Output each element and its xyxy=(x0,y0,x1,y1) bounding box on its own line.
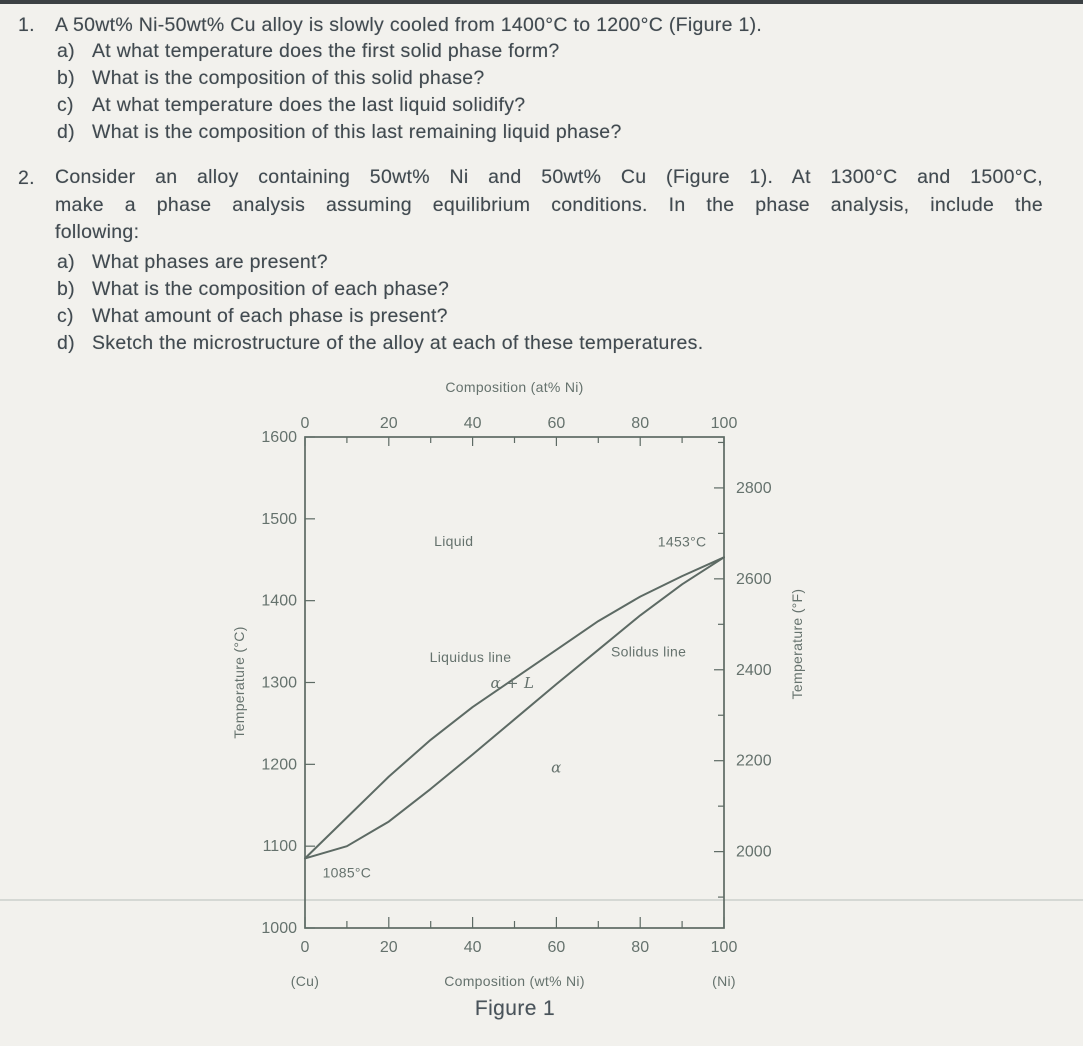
annotation-alpha-plus-liquid-region: α + L xyxy=(490,674,535,693)
question-2-number: 2. xyxy=(18,167,35,189)
annotation-ni-melting-point: 1453°C xyxy=(657,533,707,550)
right-axis-tick-label: 2800 xyxy=(736,479,772,497)
left-axis-tick-label: 1600 xyxy=(261,429,297,446)
question-1-item-d-text: What is the composition of this last remaining liquid phase? xyxy=(92,121,622,143)
left-axis-tick-label: 1000 xyxy=(261,920,297,937)
bottom-axis-title: Composition (wt% Ni) xyxy=(444,973,585,989)
right-axis-tick-label: 2200 xyxy=(736,752,772,770)
top-axis-tick-label: 100 xyxy=(710,415,738,432)
phase-diagram-svg xyxy=(230,372,830,1012)
question-1-item-b-label: b) xyxy=(57,67,75,89)
question-1-number: 1. xyxy=(18,14,35,36)
question-2-line-3: following: xyxy=(55,221,140,244)
question-2-item-b-label: b) xyxy=(57,278,75,300)
bottom-axis-tick-label: 0 xyxy=(300,939,310,956)
top-axis-tick-label: 0 xyxy=(300,415,310,432)
question-2-item-a-text: What phases are present? xyxy=(92,251,328,273)
right-axis-tick-label: 2600 xyxy=(736,570,772,588)
bottom-axis-tick-label: 40 xyxy=(463,939,482,956)
top-axis-tick-label: 60 xyxy=(547,415,566,432)
question-1-item-a-label: a) xyxy=(57,40,75,62)
question-2-item-c-text: What amount of each phase is present? xyxy=(92,305,448,327)
question-1-item-b-text: What is the composition of this solid phase? xyxy=(92,67,485,89)
question-1-text: A 50wt% Ni-50wt% Cu alloy is slowly cooled from 1400°C to 1200°C (Figure 1). xyxy=(55,14,763,36)
top-axis-title: Composition (at% Ni) xyxy=(445,379,584,395)
bottom-axis-tick-label: 100 xyxy=(710,939,738,956)
left-axis-tick-label: 1400 xyxy=(261,592,297,610)
annotation-solidus-label: Solidus line xyxy=(610,643,687,660)
question-1-item-c-text: At what temperature does the last liquid solidify? xyxy=(92,94,526,116)
question-2-item-c-label: c) xyxy=(57,305,74,327)
top-axis-tick-label: 80 xyxy=(631,415,650,432)
scan-top-edge xyxy=(0,0,1083,4)
left-axis-title: Temperature (°C) xyxy=(231,626,247,739)
left-axis-tick-label: 1500 xyxy=(261,510,297,528)
bottom-axis-tick-label: 60 xyxy=(547,939,566,956)
right-axis-tick-label: 2000 xyxy=(736,843,772,861)
figure-caption: Figure 1 xyxy=(474,997,556,1020)
bottom-axis-right-material-label: (Ni) xyxy=(712,973,736,989)
left-axis-tick-label: 1300 xyxy=(261,674,297,692)
right-axis-title: Temperature (°F) xyxy=(789,588,805,700)
left-axis-tick-label: 1200 xyxy=(261,756,297,774)
solidus-curve xyxy=(305,557,724,858)
liquidus-curve xyxy=(305,557,724,858)
question-2-item-d-label: d) xyxy=(57,332,75,354)
bottom-axis-left-material-label: (Cu) xyxy=(290,973,320,989)
annotation-cu-melting-point: 1085°C xyxy=(322,864,372,881)
annotation-liquidus-label: Liquidus line xyxy=(429,649,512,666)
left-axis-tick-label: 1100 xyxy=(262,838,297,856)
question-2-text xyxy=(55,164,1043,247)
question-2-line-1: Consider an alloy containing 50wt% Ni and 50wt% Cu (Figure 1). At 1300°C and 1500°C, xyxy=(55,166,1043,188)
question-1-item-d-label: d) xyxy=(57,121,75,143)
question-2-item-b-text: What is the composition of each phase? xyxy=(92,278,450,300)
annotation-liquid-region: Liquid xyxy=(434,532,474,549)
question-1-item-a-text: At what temperature does the first solid phase form? xyxy=(92,40,560,62)
question-2-item-a-label: a) xyxy=(57,251,75,273)
bottom-axis-tick-label: 80 xyxy=(631,939,650,956)
annotation-alpha-region: α xyxy=(551,758,562,777)
question-1-item-c-label: c) xyxy=(57,94,74,116)
bottom-axis-tick-label: 20 xyxy=(379,939,398,956)
top-axis-tick-label: 20 xyxy=(379,415,398,432)
right-axis-tick-label: 2400 xyxy=(736,661,772,679)
question-2-item-d-text: Sketch the microstructure of the alloy at each of these temperatures. xyxy=(92,332,704,354)
top-axis-tick-label: 40 xyxy=(463,415,482,432)
question-2-line-2: make a phase analysis assuming equilibrium conditions. In the phase analysis, include the xyxy=(55,193,1043,216)
